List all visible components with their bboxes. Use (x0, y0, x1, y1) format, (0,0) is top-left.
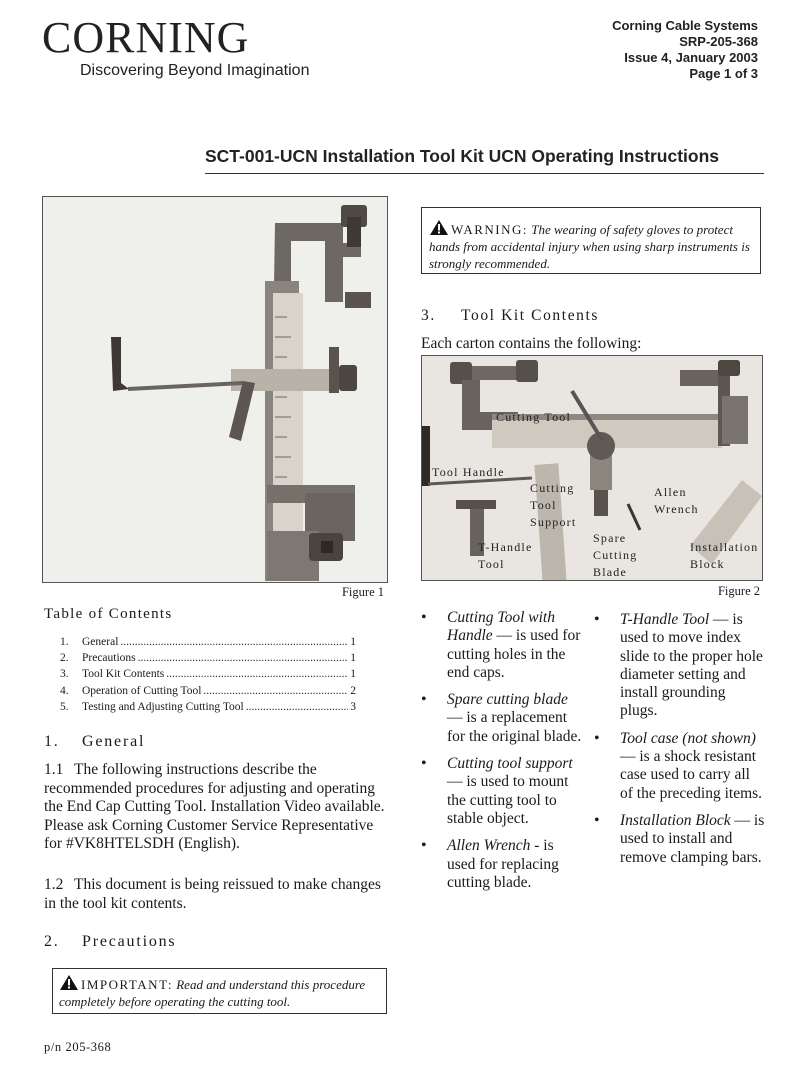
label-line: Blade (593, 565, 627, 579)
toc-title: Precautions (82, 652, 136, 665)
label-line: Wrench (654, 502, 699, 516)
item-description: — is used to move index slide to the proper hole diameter setting and install grounding plugs. (620, 611, 763, 720)
logo-wordmark: CORNING (42, 13, 250, 62)
kit-contents-list-left (421, 609, 583, 901)
toc-title: Tool Kit Contents (82, 668, 165, 681)
label-line: Installation (690, 540, 759, 554)
label-line: T-Handle (478, 540, 533, 554)
section-2-heading (44, 933, 176, 951)
kit-contents-list-right (594, 611, 766, 876)
toc-item[interactable] (60, 666, 356, 682)
warning-text: The wearing of safety gloves to protect hands from accidental injury when using sharp instruments is strongly recommended. (429, 222, 750, 271)
toc-leader (166, 666, 348, 682)
label-cutting-tool-support (530, 480, 576, 531)
doc-page: Page 1 of 3 (689, 66, 758, 81)
section-2-title: Precautions (82, 933, 177, 950)
item-description: — is a shock resistant case used to carry all of the preceding items. (620, 748, 763, 802)
list-item (421, 837, 583, 892)
label-installation-block (690, 539, 758, 573)
item-name: Tool case (not shown) (620, 729, 756, 747)
label-t-handle-tool (478, 539, 532, 573)
figure-1-caption: Figure 1 (341, 585, 384, 599)
warning-icon (59, 974, 79, 991)
toc-page: 1 (350, 636, 356, 648)
section-3-lead: Each carton contains the following: (421, 335, 642, 352)
important-box (52, 968, 387, 1014)
label-line: Tool (530, 498, 557, 512)
section-2-number: 2. (44, 933, 60, 950)
toc-item[interactable] (60, 699, 356, 715)
toc-page: 2 (350, 684, 356, 697)
toc-page: 1 (350, 668, 356, 681)
page-title: SCT-001-UCN Installation Tool Kit UCN Operating Instructions (205, 146, 720, 166)
item-name: Cutting Tool with Handle (447, 609, 555, 645)
toc-leader (246, 699, 349, 715)
paragraph-number: 1.2 (44, 876, 64, 893)
item-name: Installation Block (620, 811, 731, 829)
figure-2-photo (421, 355, 763, 581)
list-item (421, 609, 583, 682)
toc-item[interactable] (60, 650, 356, 666)
item-description: — is used for cutting holes in the end caps. (447, 627, 581, 681)
toc-number: 1. (60, 636, 69, 648)
logo-tagline: Discovering Beyond Imagination (80, 62, 310, 79)
paragraph-text: This document is being reissued to make changes in the tool kit contents. (44, 876, 381, 912)
label-line: Cutting (530, 481, 575, 495)
doc-issue: Issue 4, January 2003 (624, 50, 758, 65)
paragraph-1-2 (44, 876, 389, 913)
list-item (594, 611, 766, 721)
item-name: T-Handle Tool (620, 611, 710, 628)
label-cutting-tool: Cutting Tool (496, 410, 572, 424)
label-allen-wrench (654, 484, 699, 518)
important-label: IMPORTANT: (81, 977, 173, 992)
item-description: — is used to install and remove clamping bars. (620, 811, 765, 866)
corning-logo (42, 14, 309, 80)
list-item (594, 730, 766, 803)
item-name: Allen Wrench (447, 837, 531, 855)
item-description: — is a replacement for the original blade. (447, 709, 582, 745)
toc-item[interactable] (60, 634, 356, 650)
paragraph-text: The following instructions describe the recommended procedures for adjusting and operating the End Cap Cutting Tool. Installation Video available. Please ask Corning Customer Service Representative for #VK8HTELSDH (English). (44, 761, 385, 852)
document-info (612, 18, 758, 82)
label-line: Block (690, 557, 725, 571)
item-name: Spare cutting blade (447, 691, 568, 709)
section-3-number: 3. (421, 307, 436, 324)
toc-number: 5. (60, 700, 69, 713)
label-spare-cutting-blade (593, 530, 637, 581)
toc-page: 3 (350, 700, 356, 713)
item-description: - is used for replacing cutting blade. (447, 837, 559, 891)
section-1-number: 1. (44, 733, 60, 750)
toc-number: 2. (60, 652, 69, 665)
figure-2-caption: Figure 2 (717, 584, 760, 598)
paragraph-1-1 (44, 761, 389, 854)
item-name: Cutting tool support (447, 755, 573, 773)
title-rule (205, 173, 764, 174)
section-1-heading (44, 733, 145, 751)
label-line: Spare (593, 531, 627, 545)
toc-title: Testing and Adjusting Cutting Tool (82, 700, 244, 713)
list-item (421, 691, 583, 746)
label-line: Support (530, 515, 577, 529)
toc-title: Operation of Cutting Tool (82, 684, 202, 697)
section-3-heading (421, 307, 599, 325)
toc-number: 4. (60, 684, 69, 697)
cutting-tool-illustration (43, 197, 388, 583)
part-number-footer: p/n 205-368 (44, 1040, 112, 1054)
table-of-contents (60, 634, 356, 715)
list-item (594, 812, 766, 867)
warning-icon (429, 219, 449, 236)
toc-page: 1 (350, 652, 356, 665)
toc-title: General (82, 636, 119, 648)
toc-leader (120, 634, 348, 650)
warning-label: WARNING: (451, 222, 528, 237)
warning-box (421, 207, 761, 274)
label-line: Allen (654, 485, 687, 499)
item-description: — is used to mount the cutting tool to stable object. (447, 773, 569, 827)
doc-number: SRP-205-368 (679, 34, 758, 49)
doc-company: Corning Cable Systems (612, 18, 758, 33)
label-line: Cutting (593, 548, 638, 562)
list-item (421, 755, 583, 828)
figure-1-photo (42, 196, 388, 583)
toc-leader (138, 650, 349, 666)
paragraph-number: 1.1 (44, 761, 64, 778)
toc-leader (203, 683, 348, 699)
toc-heading: Table of Contents (44, 606, 173, 622)
important-text: Read and understand this procedure completely before operating the cutting tool. (59, 977, 366, 1009)
label-tool-handle: Tool Handle (432, 465, 505, 479)
toc-item[interactable] (60, 683, 356, 699)
label-line: Tool (478, 557, 505, 571)
section-1-title: General (82, 733, 146, 750)
toc-number: 3. (60, 668, 69, 681)
section-3-title: Tool Kit Contents (461, 307, 600, 324)
